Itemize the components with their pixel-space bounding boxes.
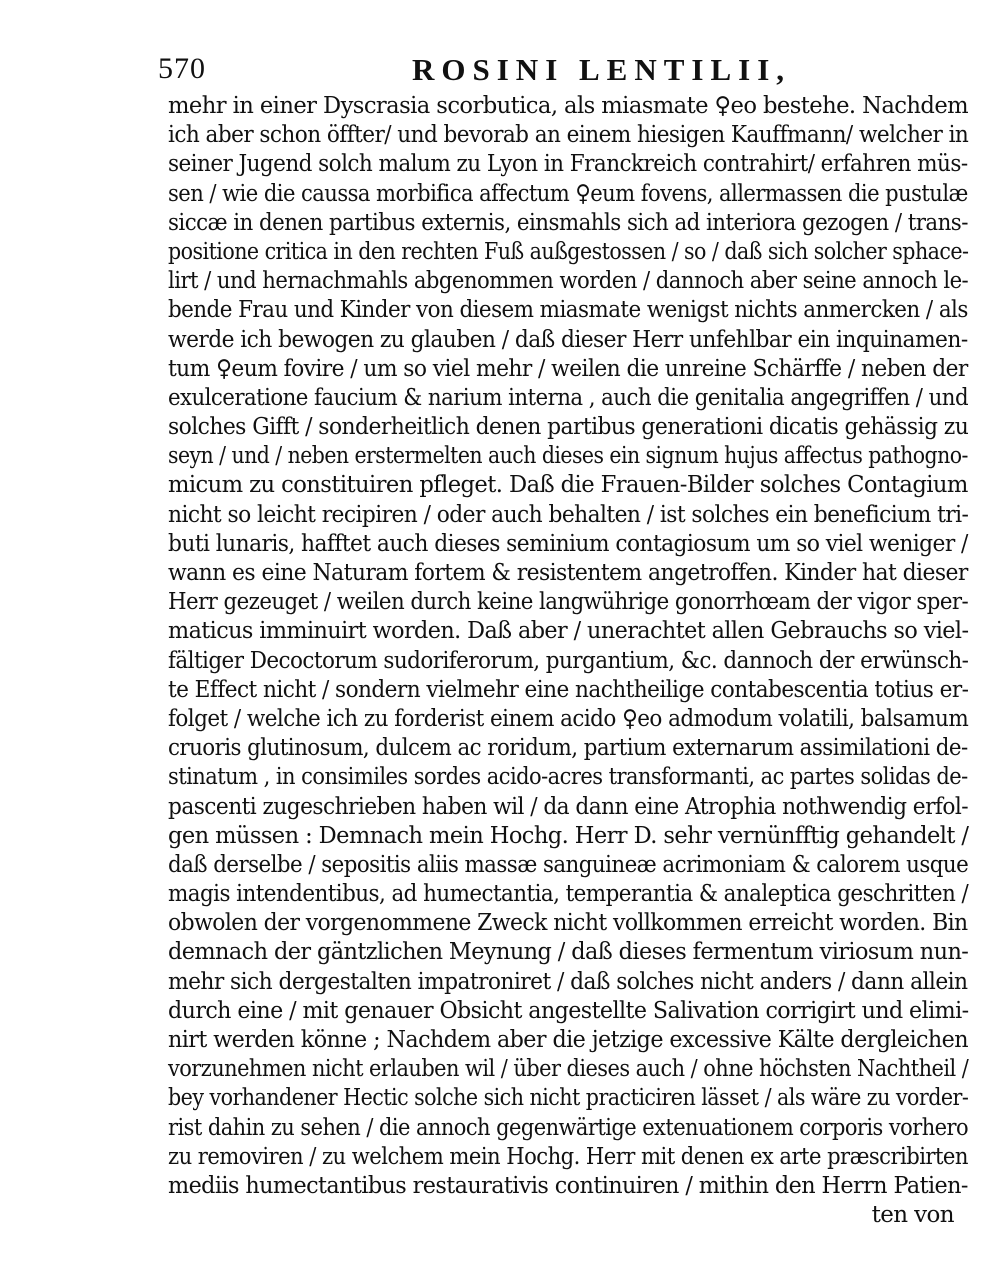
text-line: mediis humectantibus restaurativis continuiren / mithin den Herrn Patien- [168, 1172, 968, 1199]
text-line: durch eine / mit genauer Obsicht angestellte Salivation corrigirt und elimi- [168, 997, 969, 1024]
text-line: daß derselbe / sepositis aliis massæ sanguineæ acrimoniam & calorem usque [168, 851, 969, 878]
text-line: ich aber schon öffter/ und bevorab an einem hiesigen Kauffmann/ welcher in [168, 122, 969, 149]
text-line: vorzunehmen nicht erlauben wil / über dieses auch / ohne höchsten Nachtheil / [168, 1056, 969, 1083]
text-line: werde ich bewogen zu glauben / daß dieser Herr unfehlbar ein inquinamen- [168, 326, 968, 353]
text-line: wann es eine Naturam fortem & resistentem angetroffen. Kinder hat dieser [168, 560, 968, 586]
running-head: ROSINI LENTILII, [412, 52, 792, 87]
text-line: magis intendentibus, ad humectantia, temperantia & analeptica geschritten / [168, 881, 969, 908]
text-line: fältiger Decoctorum sudoriferorum, purgantium, &c. dannoch der erwünsch- [168, 647, 969, 674]
text-line: Herr gezeuget / weilen durch keine langwührige gonorrhœam der vigor sper- [168, 589, 969, 616]
text-line: zu removiren / zu welchem mein Hochg. Herr mit denen ex arte præscribirten [168, 1143, 968, 1170]
text-line: nicht so leicht recipiren / oder auch behalten / ist solches ein beneficium tri- [168, 501, 969, 528]
text-line: micum zu constituiren pfleget. Daß die Frauen-Bilder solches Contagium [168, 472, 968, 499]
text-line: te Effect nicht / sondern vielmehr eine nachtheilige contabescentia totius er- [168, 676, 969, 703]
text-line: tum ♀eum fovire / um so viel mehr / weilen die unreine Schärffe / neben der [168, 355, 968, 382]
page-header [150, 52, 970, 92]
text-line: mehr sich dergestalten impatroniret / daß solches nicht anders / dann allein [168, 968, 968, 995]
text-line: buti lunaris, hafftet auch dieses seminium contagiosum um so viel weniger / [168, 530, 968, 557]
page-number: 570 [158, 52, 206, 85]
text-line: folget / welche ich zu forderist einem acido ♀eo admodum volatili, balsamum [168, 705, 969, 732]
text-line: lirt / und hernachmahls abgenommen worden / dannoch aber seine annoch le- [168, 268, 969, 295]
catchword: ten von [871, 1202, 954, 1229]
body-text [168, 92, 968, 1230]
text-line: cruoris glutinosum, dulcem ac roridum, partium externarum assimilationi de- [168, 735, 968, 762]
text-line: exulceratione faucium & narium interna , auch die genitalia angegriffen / und [168, 384, 969, 411]
text-line: rist dahin zu sehen / die annoch gegenwärtige extenuationem corporis vorhero [168, 1114, 969, 1141]
text-line: pascenti zugeschrieben haben wil / da dann eine Atrophia nothwendig erfol- [168, 793, 969, 820]
text-line: seiner Jugend solch malum zu Lyon in Franckreich contrahirt/ erfahren müs- [168, 151, 968, 178]
text-line: siccæ in denen partibus externis, einsmahls sich ad interiora gezogen / trans- [168, 209, 968, 236]
text-line: maticus imminuirt worden. Daß aber / unerachtet allen Gebrauchs so viel- [168, 618, 969, 645]
text-line: gen müssen : Demnach mein Hochg. Herr D. sehr vernünfftig gehandelt / [168, 822, 969, 849]
text-line: sen / wie die caussa morbifica affectum ♀eum fovens, allermassen die pustulæ [168, 180, 968, 207]
text-line: mehr in einer Dyscrasia scorbutica, als miasmate ♀eo bestehe. Nachdem [168, 93, 969, 119]
text-line: nirt werden könne ; Nachdem aber die jetzige excessive Kälte dergleichen [168, 1027, 969, 1053]
text-line: demnach der gäntzlichen Meynung / daß dieses fermentum viriosum nun- [168, 939, 969, 966]
text-line: solches Gifft / sonderheitlich denen partibus generationi dicatis gehässig zu [168, 414, 969, 441]
text-line: bende Frau und Kinder von diesem miasmate wenigst nichts anmercken / als [168, 297, 968, 324]
text-line: seyn / und / neben erstermelten auch dieses ein signum hujus affectus pathogno- [168, 443, 968, 470]
text-line: obwolen der vorgenommene Zweck nicht vollkommen erreicht worden. Bin [168, 910, 968, 937]
text-line: bey vorhandener Hectic solche sich nicht practiciren lässet / als wäre zu vorder- [168, 1085, 969, 1112]
text-line: positione critica in den rechten Fuß außgestossen / so / daß sich solcher sphace- [168, 238, 969, 265]
text-line: stinatum , in consimiles sordes acido-acres transformanti, ac partes solidas de- [168, 764, 968, 791]
